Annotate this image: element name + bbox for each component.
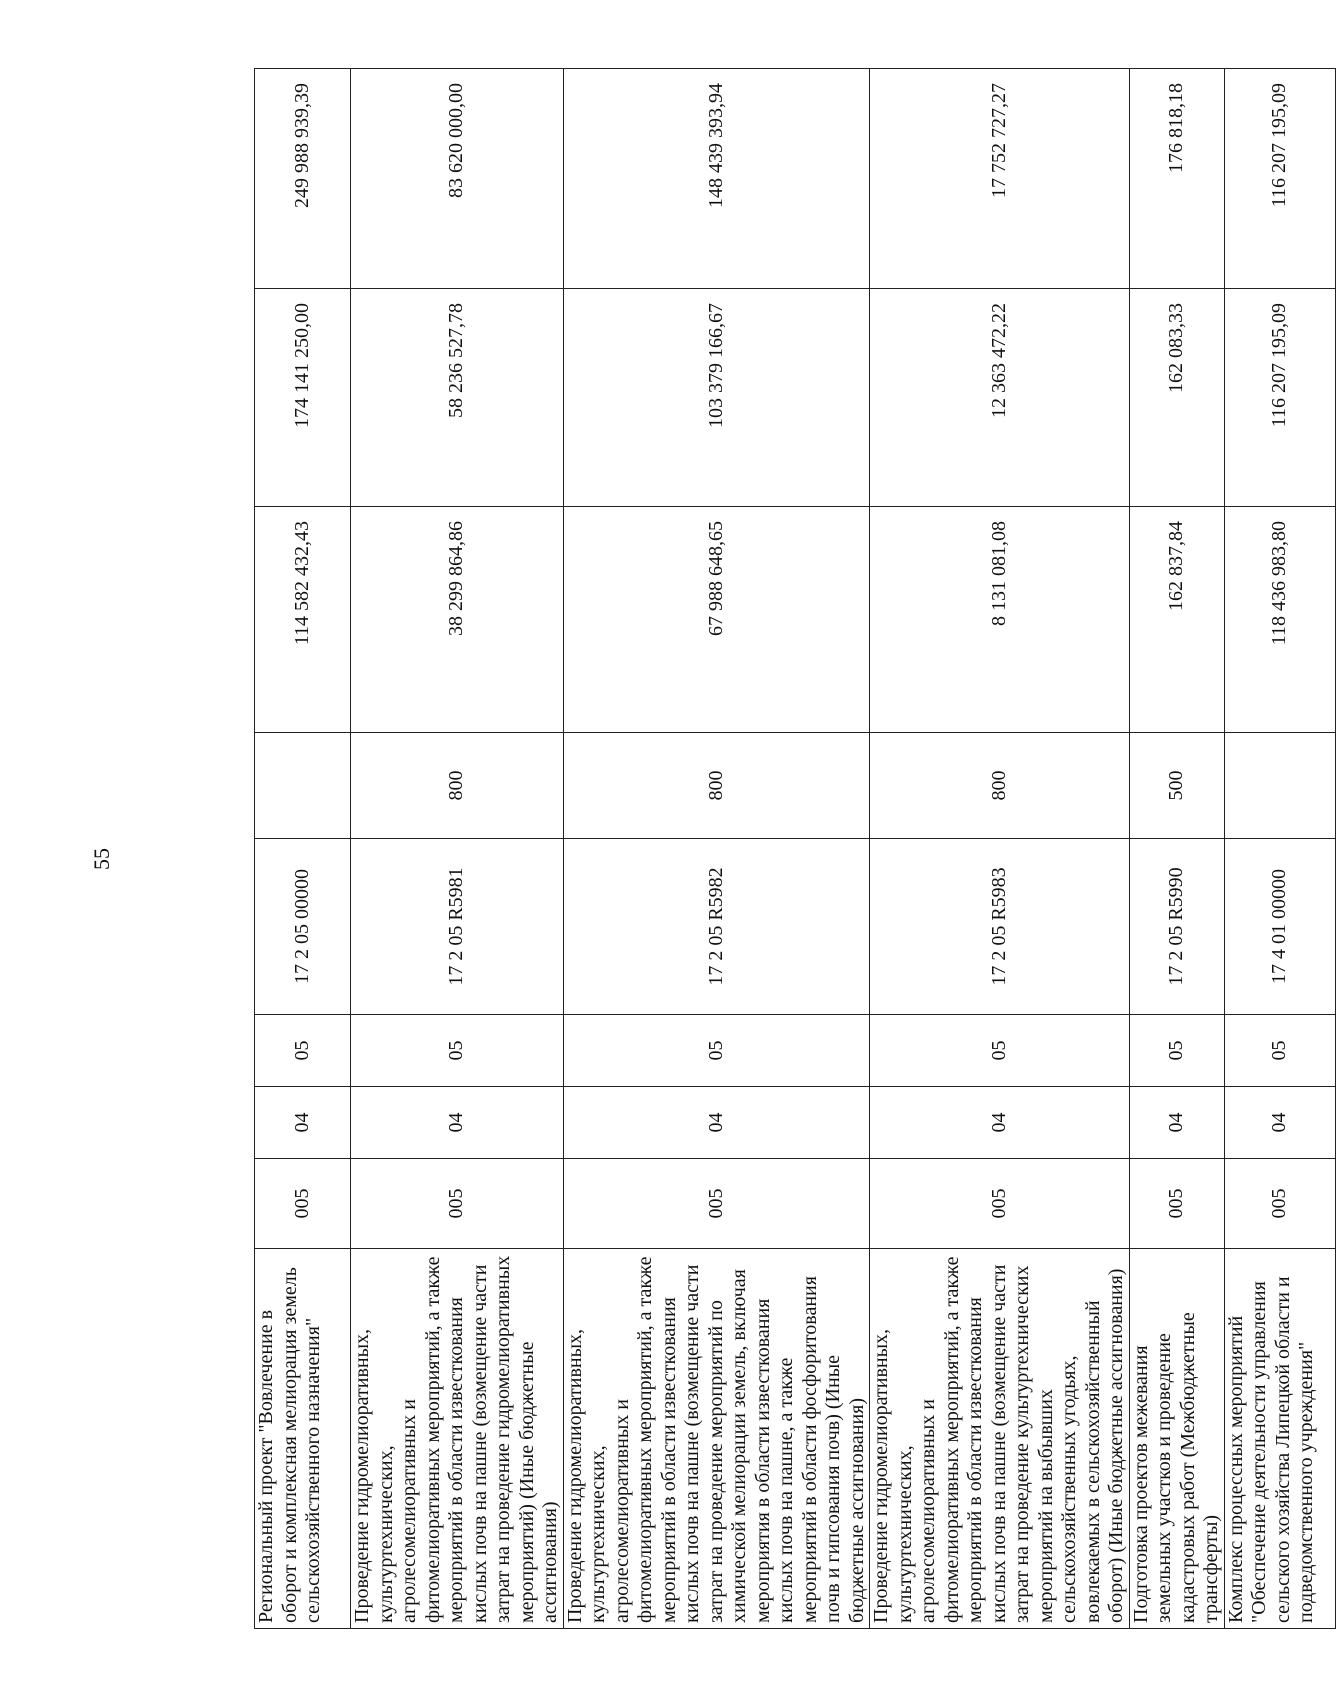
row-name: Проведение гидромелиоративных, культуртехнических, агролесомелиоративных и фитомелиоративных мероприятий, а также мероприятий в области известкования кислых почв на пашне (возмещение части затрат на проведение гидромелиоративных мероприятий) (Иные бюджетные ассигнования)	[351, 1249, 564, 1629]
row-name: Проведение гидромелиоративных, культуртехнических, агролесомелиоративных и фитомелиоративных мероприятий, а также мероприятий в области известкования кислых почв на пашне (возмещение части затрат на проведение мероприятий по химической мелиорации земель, включая мероприятия в области известкования кислых почв на пашне, а также мероприятий в области фосфоритования почв и гипсования почв) (Иные бюджетные ассигнования)	[563, 1249, 870, 1629]
target-code: 17 2 05 R5982	[563, 839, 870, 1015]
subsection-code: 05	[255, 1015, 351, 1087]
subsection-code: 05	[870, 1015, 1130, 1087]
section-code: 04	[351, 1087, 564, 1159]
target-code: 17 2 05 R5983	[870, 839, 1130, 1015]
amount-year-2: 162 083,33	[1129, 289, 1224, 507]
amount-year-3: 249 988 939,39	[255, 69, 351, 289]
target-code: 17 4 01 00000	[1224, 839, 1335, 1015]
target-code: 17 2 05 R5981	[351, 839, 564, 1015]
amount-year-2: 103 379 166,67	[563, 289, 870, 507]
row-name: Комплекс процессных мероприятий "Обеспечение деятельности управления сельского хозяйства Липецкой области и подведомственного учреждения"	[1224, 1249, 1335, 1629]
amount-year-2: 58 236 527,78	[351, 289, 564, 507]
amount-year-3: 176 818,18	[1129, 69, 1224, 289]
row-name: Проведение гидромелиоративных, культуртехнических, агролесомелиоративных и фитомелиоративных мероприятий, а также мероприятий в области известкования кислых почв на пашне (возмещение части затрат на проведение культуртехнических мероприятий на выбывших сельскохозяйственных угодьях, вовлекаемых в сельскохозяйственный оборот) (Иные бюджетные ассигнования)	[870, 1249, 1130, 1629]
ministry-code: 005	[870, 1159, 1130, 1249]
ministry-code: 005	[351, 1159, 564, 1249]
table-row	[870, 69, 1130, 1629]
amount-year-3: 116 207 195,09	[1224, 69, 1335, 289]
section-code: 04	[1129, 1087, 1224, 1159]
table-row	[351, 69, 564, 1629]
expense-type-code	[255, 733, 351, 839]
subsection-code: 05	[1224, 1015, 1335, 1087]
amount-year-3: 83 620 000,00	[351, 69, 564, 289]
subsection-code: 05	[563, 1015, 870, 1087]
expense-type-code: 800	[351, 733, 564, 839]
section-code: 04	[870, 1087, 1130, 1159]
amount-year-1: 67 988 648,65	[563, 507, 870, 733]
table-row	[1224, 69, 1335, 1629]
ministry-code: 005	[1129, 1159, 1224, 1249]
amount-year-2: 174 141 250,00	[255, 289, 351, 507]
amount-year-2: 116 207 195,09	[1224, 289, 1335, 507]
ministry-code: 005	[563, 1159, 870, 1249]
amount-year-2: 12 363 472,22	[870, 289, 1130, 507]
amount-year-1: 38 299 864,86	[351, 507, 564, 733]
budget-table-container	[254, 69, 1317, 1629]
subsection-code: 05	[1129, 1015, 1224, 1087]
table-row	[563, 69, 870, 1629]
row-name: Подготовка проектов межевания земельных участков и проведение кадастровых работ (Межбюджетные трансферты)	[1129, 1249, 1224, 1629]
section-code: 04	[563, 1087, 870, 1159]
expense-type-code: 800	[563, 733, 870, 839]
page-number: 55	[89, 848, 114, 870]
target-code: 17 2 05 R5990	[1129, 839, 1224, 1015]
amount-year-1: 162 837,84	[1129, 507, 1224, 733]
section-code: 04	[1224, 1087, 1335, 1159]
amount-year-1: 118 436 983,80	[1224, 507, 1335, 733]
ministry-code: 005	[1224, 1159, 1335, 1249]
row-name: Региональный проект "Вовлечение в оборот и комплексная мелиорация земель сельскохозяйственного назначения"	[255, 1249, 351, 1629]
expense-type-code: 800	[870, 733, 1130, 839]
amount-year-3: 148 439 393,94	[563, 69, 870, 289]
table-body	[255, 69, 1336, 1629]
amount-year-3: 17 752 727,27	[870, 69, 1130, 289]
expense-type-code	[1224, 733, 1335, 839]
table-row	[255, 69, 351, 1629]
table-row	[1129, 69, 1224, 1629]
amount-year-1: 114 582 432,43	[255, 507, 351, 733]
amount-year-1: 8 131 081,08	[870, 507, 1130, 733]
expense-type-code: 500	[1129, 733, 1224, 839]
target-code: 17 2 05 00000	[255, 839, 351, 1015]
ministry-code: 005	[255, 1159, 351, 1249]
budget-table	[254, 68, 1336, 1629]
section-code: 04	[255, 1087, 351, 1159]
subsection-code: 05	[351, 1015, 564, 1087]
